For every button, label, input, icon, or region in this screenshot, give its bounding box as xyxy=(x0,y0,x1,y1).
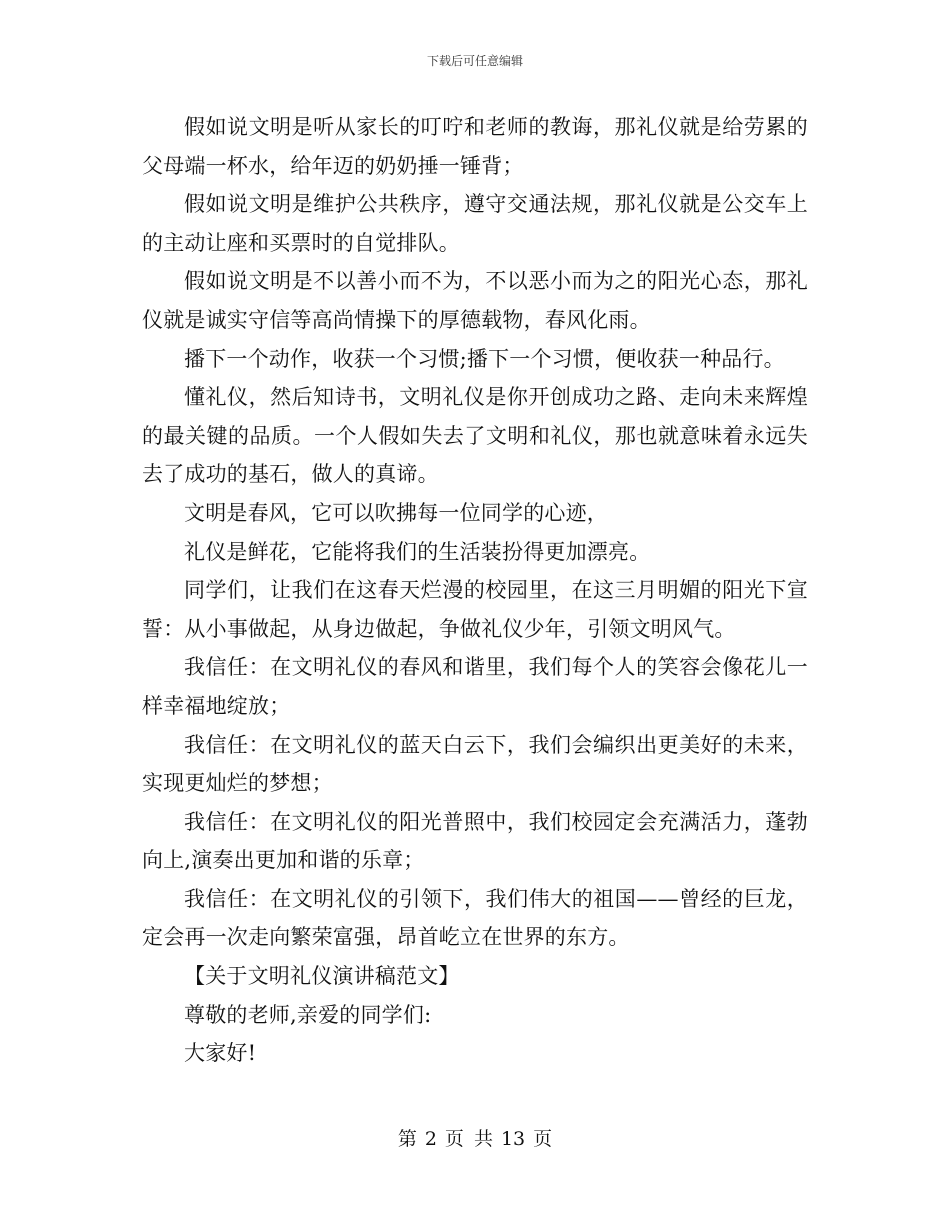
paragraph: 懂礼仪，然后知诗书，文明礼仪是你开创成功之路、走向未来辉煌的最关键的品质。一个人假如失去了文明和礼仪，那也就意味着永远失去了成功的基石，做人的真谛。 xyxy=(142,385,808,487)
paragraph: 文明是春风，它可以吹拂每一位同学的心迹， xyxy=(184,500,608,525)
paragraph: 播下一个动作，收获一个习惯;播下一个习惯，便收获一种品行。 xyxy=(184,346,785,371)
page-prefix: 第 xyxy=(397,1128,417,1150)
section-heading: 【关于文明礼仪演讲稿范文】 xyxy=(184,964,460,989)
paragraph: 我信任：在文明礼仪的春风和谐里，我们每个人的笑容会像花儿一样幸福地绽放； xyxy=(142,655,808,718)
page-header-note: 下载后可任意编辑 xyxy=(426,54,523,68)
page-suffix: 页 xyxy=(533,1128,553,1150)
page-current: 2 xyxy=(424,1128,437,1150)
paragraph: 假如说文明是听从家长的叮咛和老师的教诲，那礼仪就是给劳累的父母端一杯水，给年迈的奶奶捶一锤背； xyxy=(142,115,808,178)
paragraph: 假如说文明是不以善小而不为，不以恶小而为之的阳光心态，那礼仪就是诚实守信等高尚情操下的厚德载物，春风化雨。 xyxy=(142,269,808,332)
page-number-footer xyxy=(0,1124,950,1151)
salutation: 尊敬的老师,亲爱的同学们: xyxy=(184,1002,432,1027)
paragraph: 我信任：在文明礼仪的阳光普照中，我们校园定会充满活力，蓬勃向上,演奏出更加和谐的乐章； xyxy=(142,809,808,873)
paragraph: 礼仪是鲜花，它能将我们的生活装扮得更加漂亮。 xyxy=(184,539,651,564)
greeting: 大家好! xyxy=(184,1041,257,1066)
paragraph: 同学们，让我们在这春天烂漫的校园里，在这三月明媚的阳光下宣誓：从小事做起，从身边做起，争做礼仪少年，引领文明风气。 xyxy=(142,578,808,641)
page-mid: 页 共 xyxy=(444,1128,493,1150)
page-total: 13 xyxy=(500,1128,526,1150)
paragraph: 我信任：在文明礼仪的蓝天白云下，我们会编织出更美好的未来，实现更灿烂的梦想； xyxy=(142,732,808,796)
paragraph: 假如说文明是维护公共秩序，遵守交通法规，那礼仪就是公交车上的主动让座和买票时的自觉排队。 xyxy=(142,192,808,255)
document-body xyxy=(142,108,808,1073)
paragraph: 我信任：在文明礼仪的引领下，我们伟大的祖国——曾经的巨龙，定会再一次走向繁荣富强，昂首屹立在世界的东方。 xyxy=(142,886,808,950)
